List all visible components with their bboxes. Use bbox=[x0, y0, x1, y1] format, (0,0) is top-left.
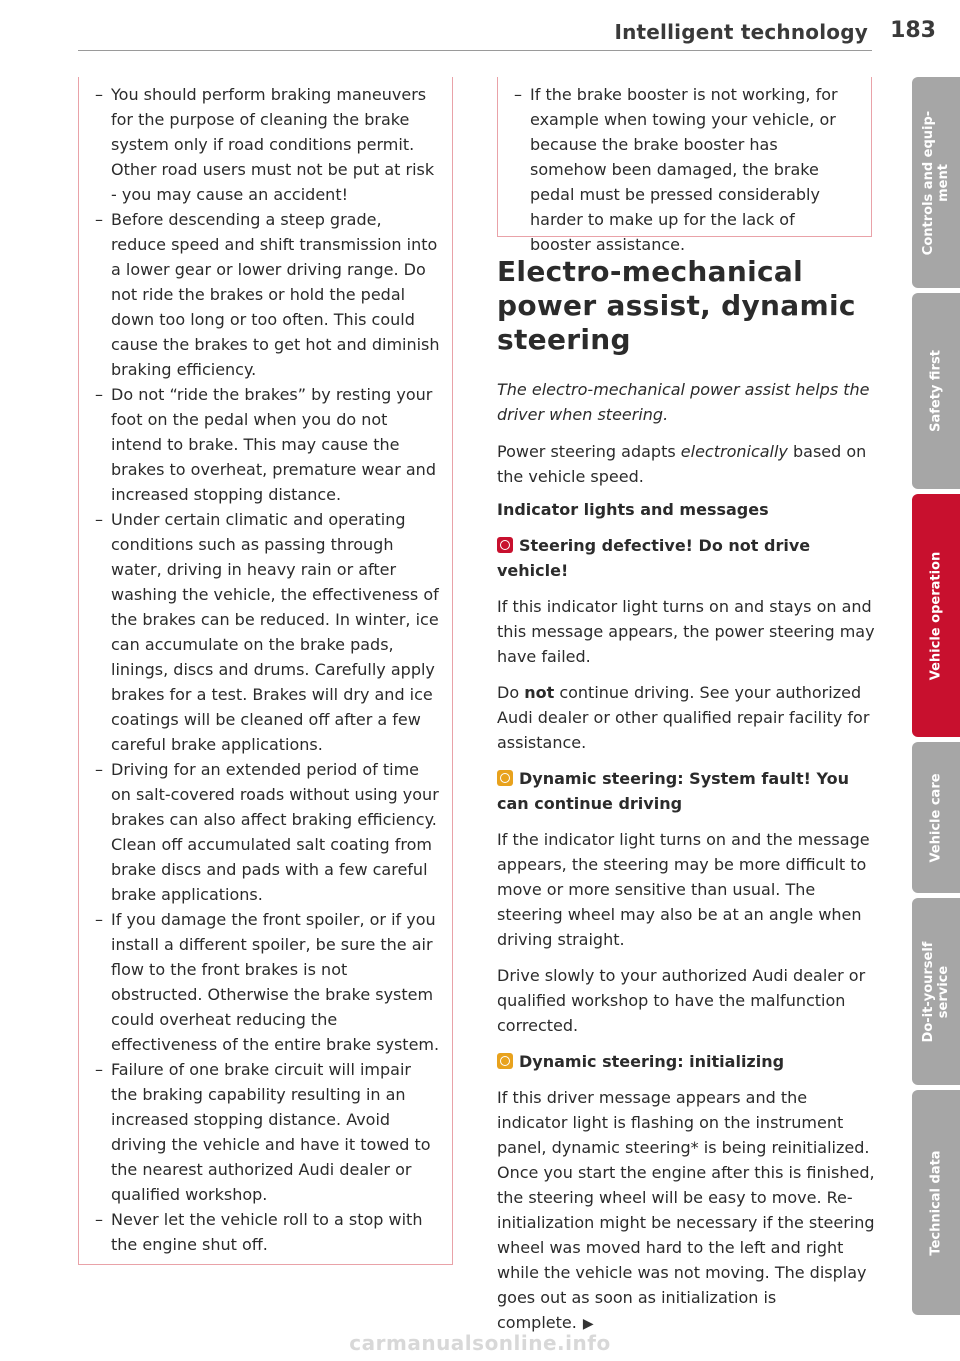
paragraph: If the indicator light turns on and the message appears, the steering may be more difficult to move or more sensitive than usual. The steering wheel may also be at an angle when driving straight. bbox=[497, 830, 870, 949]
message-dynamic-steering-initializing bbox=[497, 1049, 877, 1074]
bold-not: not bbox=[524, 683, 555, 702]
header-divider bbox=[78, 50, 872, 51]
main-content bbox=[497, 255, 877, 1348]
paragraph: If this indicator light turns on and stays on and this message appears, the power steering may have failed. bbox=[497, 597, 875, 666]
section-lead: The electro-mechanical power assist helps the driver when steering. bbox=[497, 380, 870, 424]
steering-warning-amber-icon bbox=[497, 770, 513, 786]
tab-technical-data[interactable] bbox=[912, 1090, 960, 1315]
tab-label: Do-it-yourself service bbox=[921, 941, 951, 1042]
warning-item: – Never let the vehicle roll to a stop with the engine shut off. bbox=[95, 1207, 440, 1257]
tab-label: Controls and equip- ment bbox=[921, 110, 951, 255]
steering-warning-amber-icon bbox=[497, 1053, 513, 1069]
text-run: If this driver message appears and the indicator light is flashing on the instrument panel, dynamic steering* is being reinitialized. Once you start the engine after this is finished, the steering wheel will be easy to move. Re-initialization might be necessary if the steering wheel was moved hard to the left and right while the vehicle was not moving. The display goes out as soon as initialization is complete. bbox=[497, 1088, 875, 1332]
paragraph bbox=[497, 680, 877, 755]
intro-emphasis: electronically bbox=[680, 442, 788, 461]
tab-do-it-yourself-service[interactable] bbox=[912, 898, 960, 1085]
warning-box-right bbox=[497, 77, 872, 254]
running-header-section: Intelligent technology bbox=[614, 20, 868, 44]
message-steering-defective bbox=[497, 533, 877, 583]
warning-list-right bbox=[498, 77, 871, 257]
warning-item: – Driving for an extended period of time on salt-covered roads without using your brakes can also affect braking efficiency. Clean off accumulated salt coating from brake discs and pads with a few careful brake applications. bbox=[95, 757, 440, 907]
tab-label: Technical data bbox=[928, 1149, 944, 1256]
tab-controls-and-equipment[interactable] bbox=[912, 77, 960, 288]
text-run: Do bbox=[497, 683, 525, 702]
message-label: Steering defective! Do not drive vehicle! bbox=[497, 536, 811, 580]
tab-vehicle-operation[interactable] bbox=[912, 494, 960, 737]
page-number: 183 bbox=[890, 18, 936, 43]
message-label: Dynamic steering: System fault! You can continue driving bbox=[497, 769, 850, 813]
message-label: Dynamic steering: initializing bbox=[519, 1052, 785, 1071]
intro-paragraph bbox=[497, 439, 877, 489]
warning-list-left bbox=[79, 77, 452, 1257]
tab-vehicle-care[interactable] bbox=[912, 742, 960, 893]
text-run: continue driving. See your authorized Audi dealer or other qualified repair facility for assistance. bbox=[497, 683, 870, 752]
warning-item: – Before descending a steep grade, reduce speed and shift transmission into a lower gear or lower driving range. Do not ride the brakes or hold the pedal down too long or too often. This could cause the brakes to get hot and diminish braking efficiency. bbox=[95, 207, 440, 382]
tab-label: Vehicle care bbox=[928, 772, 944, 863]
warning-item: – If you damage the front spoiler, or if you install a different spoiler, be sure the air flow to the front brakes is not obstructed. Otherwise the brake system could overheat reducing the effectiveness of the entire brake system. bbox=[95, 907, 440, 1057]
warning-item: – Under certain climatic and operating conditions such as passing through water, driving in heavy rain or after washing the vehicle, the effectiveness of the brakes can be reduced. In winter, ice can accumulate on the brake pads, linings, discs and drums. Carefully apply brakes for a test. Brakes will dry and ice coatings will be cleaned off after a few careful brake applications. bbox=[95, 507, 440, 757]
intro-text-before: Power steering adapts bbox=[497, 442, 681, 461]
warning-item: – You should perform braking maneuvers for the purpose of cleaning the brake system only if road conditions permit. Other road users must not be put at risk - you may cause an accident! bbox=[95, 82, 440, 207]
continue-arrow-icon: ▶ bbox=[582, 1316, 594, 1332]
warning-box-left bbox=[78, 77, 453, 1265]
indicator-subheading: Indicator lights and messages bbox=[497, 500, 769, 519]
tab-label: Vehicle operation bbox=[928, 551, 944, 680]
section-title: Electro-mechanical power assist, dynamic steering bbox=[497, 255, 856, 356]
warning-item: – If the brake booster is not working, for example when towing your vehicle, or because the brake booster has somehow been damaged, the brake pedal must be pressed considerably harder to make up for the lack of booster assistance. bbox=[514, 82, 859, 257]
watermark: carmanualsonline.info bbox=[349, 1331, 611, 1355]
steering-warning-red-icon bbox=[497, 537, 513, 553]
message-dynamic-steering-fault bbox=[497, 766, 877, 816]
tab-safety-first[interactable] bbox=[912, 293, 960, 489]
warning-item: – Failure of one brake circuit will impair the braking capability resulting in an increased stopping distance. Avoid driving the vehicle and have it towed to the nearest authorized Audi dealer or qualified workshop. bbox=[95, 1057, 440, 1207]
intro-text-after: based on the vehicle speed. bbox=[497, 442, 867, 486]
warning-item: – Do not “ride the brakes” by resting your foot on the pedal when you do not intend to brake. This may cause the brakes to overheat, premature wear and increased stopping distance. bbox=[95, 382, 440, 507]
paragraph: Drive slowly to your authorized Audi dealer or qualified workshop to have the malfunction corrected. bbox=[497, 966, 866, 1035]
paragraph bbox=[497, 1085, 877, 1337]
tab-label: Safety first bbox=[928, 350, 944, 432]
